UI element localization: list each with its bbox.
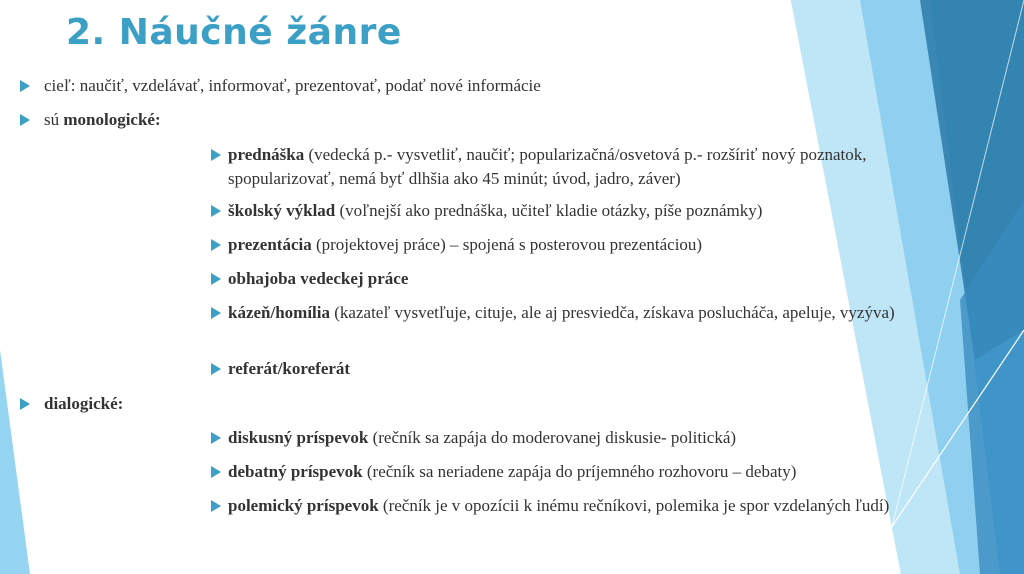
bullet-icon [211, 307, 221, 319]
bullet-icon [211, 432, 221, 444]
item-term: diskusný príspevok [228, 428, 369, 447]
bullet-icon [211, 466, 221, 478]
item-term: referát/koreferát [228, 359, 351, 378]
item-desc: (rečník sa zapája do moderovanej diskusie- politická) [368, 428, 737, 447]
item-term: obhajoba vedeckej práce [228, 269, 409, 288]
list-item [228, 426, 928, 450]
dialogic-heading [44, 392, 444, 416]
goal-item [44, 74, 784, 98]
page-title: 2. Náučné žánre [66, 12, 402, 53]
list-item [228, 357, 928, 381]
item-desc: (voľnejší ako prednáška, učiteľ kladie otázky, píše poznámky) [335, 201, 763, 220]
item-term: kázeň/homília [228, 303, 331, 322]
bullet-icon [211, 273, 221, 285]
bullet-icon [211, 239, 221, 251]
bullet-icon [20, 398, 30, 410]
item-term: prezentácia [228, 235, 312, 254]
monologic-heading [44, 108, 444, 132]
item-desc: (kazateľ vysvetľuje, cituje, ale aj presviedča, získava poslucháča, apeluje, vyzýva) [330, 303, 895, 322]
item-term: školský výklad [228, 201, 336, 220]
bullet-icon [211, 149, 221, 161]
list-item [228, 494, 940, 518]
bullet-icon [20, 114, 30, 126]
list-item [228, 233, 928, 257]
dialogic-label: dialogické: [44, 394, 124, 413]
item-term: prednáška [228, 145, 305, 164]
item-term: polemický príspevok [228, 496, 379, 515]
bullet-icon [211, 500, 221, 512]
monologic-prefix: sú [44, 110, 64, 129]
item-desc: (rečník je v opozícii k inému rečníkovi, polemika je spor vzdelaných ľudí) [378, 496, 890, 515]
item-desc: (projektovej práce) – spojená s posterovou prezentáciou) [311, 235, 703, 254]
bullet-icon [211, 205, 221, 217]
list-item [228, 267, 928, 291]
bullet-icon [211, 363, 221, 375]
bullet-icon [20, 80, 30, 92]
item-desc: (vedecká p.- vysvetliť, naučiť; popularizačná/osvetová p.- rozšíriť nový poznatok, spopularizovať, nemá byť dlhšia ako 45 minút; úvod, jadro, záver) [228, 145, 867, 188]
item-term: debatný príspevok [228, 462, 363, 481]
list-item [228, 199, 928, 223]
monologic-label: monologické: [63, 110, 161, 129]
goal-text: cieľ: naučiť, vzdelávať, informovať, prezentovať, podať nové informácie [44, 76, 541, 95]
list-item [228, 301, 928, 325]
list-item [228, 143, 956, 191]
list-item [228, 460, 928, 484]
item-desc: (rečník sa neriadene zapája do príjemného rozhovoru – debaty) [362, 462, 797, 481]
